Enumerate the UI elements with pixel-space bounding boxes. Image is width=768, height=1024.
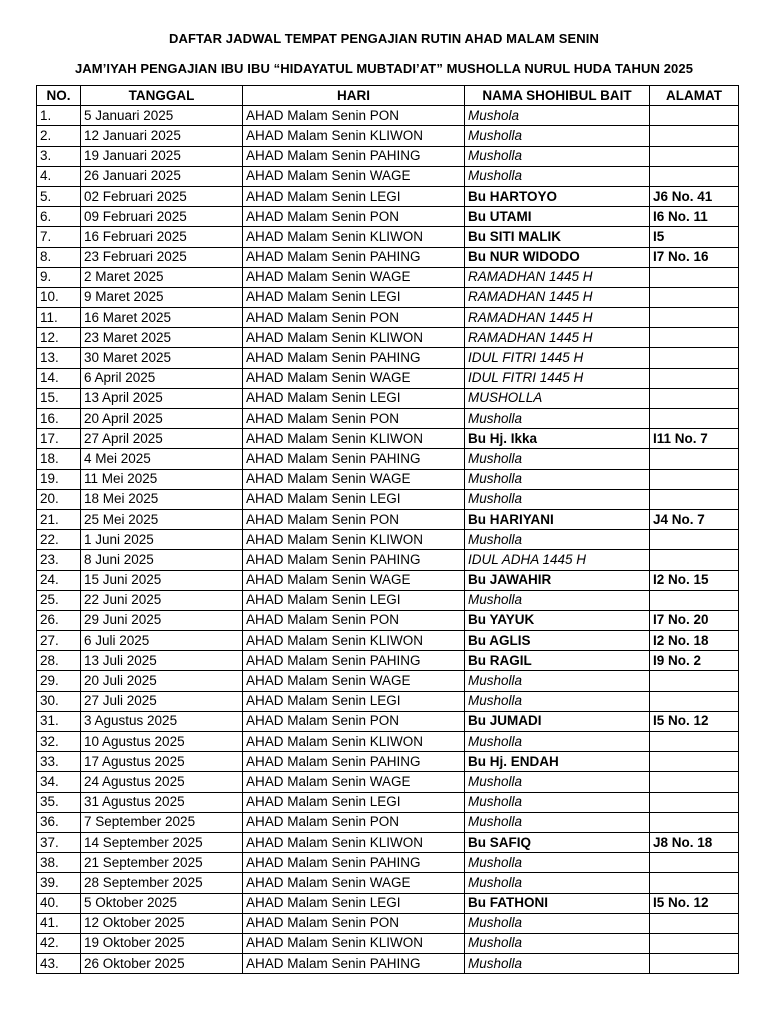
header-hari: HARI: [243, 86, 465, 106]
cell-tanggal: 22 Juni 2025: [81, 590, 243, 610]
cell-no: 11.: [37, 308, 81, 328]
cell-alamat: [650, 469, 739, 489]
cell-alamat: [650, 308, 739, 328]
table-row: [37, 550, 739, 570]
cell-nama: Bu YAYUK: [465, 610, 650, 630]
cell-no: 2.: [37, 126, 81, 146]
cell-nama: Musholla: [465, 933, 650, 953]
cell-no: 42.: [37, 933, 81, 953]
cell-tanggal: 7 September 2025: [81, 812, 243, 832]
cell-no: 13.: [37, 348, 81, 368]
table-row: [37, 832, 739, 852]
table-row: [37, 590, 739, 610]
table-row: [37, 671, 739, 691]
cell-hari: AHAD Malam Senin WAGE: [243, 368, 465, 388]
cell-tanggal: 14 September 2025: [81, 832, 243, 852]
cell-tanggal: 9 Maret 2025: [81, 287, 243, 307]
table-header-row: [37, 86, 739, 106]
cell-hari: AHAD Malam Senin KLIWON: [243, 328, 465, 348]
table-row: [37, 792, 739, 812]
table-row: [37, 530, 739, 550]
cell-nama: Bu FATHONI: [465, 893, 650, 913]
table-row: [37, 853, 739, 873]
cell-alamat: [650, 812, 739, 832]
cell-tanggal: 12 Oktober 2025: [81, 913, 243, 933]
cell-tanggal: 27 April 2025: [81, 429, 243, 449]
cell-no: 25.: [37, 590, 81, 610]
table-row: [37, 146, 739, 166]
cell-nama: Bu SAFIQ: [465, 832, 650, 852]
table-row: [37, 247, 739, 267]
cell-tanggal: 10 Agustus 2025: [81, 732, 243, 752]
header-tanggal: TANGGAL: [81, 86, 243, 106]
cell-hari: AHAD Malam Senin LEGI: [243, 792, 465, 812]
cell-nama: Musholla: [465, 954, 650, 974]
cell-alamat: I5 No. 12: [650, 893, 739, 913]
header-nama-shohibul-bait: NAMA SHOHIBUL BAIT: [465, 86, 650, 106]
cell-hari: AHAD Malam Senin LEGI: [243, 893, 465, 913]
table-row: [37, 449, 739, 469]
cell-nama: IDUL FITRI 1445 H: [465, 368, 650, 388]
cell-tanggal: 15 Juni 2025: [81, 570, 243, 590]
cell-hari: AHAD Malam Senin WAGE: [243, 671, 465, 691]
cell-tanggal: 13 Juli 2025: [81, 651, 243, 671]
table-row: [37, 186, 739, 206]
page-title: DAFTAR JADWAL TEMPAT PENGAJIAN RUTIN AHAD MALAM SENIN: [169, 31, 599, 46]
cell-nama: Bu HARTOYO: [465, 186, 650, 206]
cell-tanggal: 20 April 2025: [81, 409, 243, 429]
cell-hari: AHAD Malam Senin KLIWON: [243, 227, 465, 247]
table-row: [37, 651, 739, 671]
cell-alamat: [650, 732, 739, 752]
cell-tanggal: 31 Agustus 2025: [81, 792, 243, 812]
cell-nama: Musholla: [465, 489, 650, 509]
cell-no: 39.: [37, 873, 81, 893]
table-row: [37, 631, 739, 651]
table-row: [37, 933, 739, 953]
cell-hari: AHAD Malam Senin WAGE: [243, 772, 465, 792]
cell-nama: RAMADHAN 1445 H: [465, 308, 650, 328]
table-row: [37, 873, 739, 893]
cell-nama: IDUL FITRI 1445 H: [465, 348, 650, 368]
table-row: [37, 469, 739, 489]
table-row: [37, 287, 739, 307]
cell-nama: Musholla: [465, 732, 650, 752]
cell-tanggal: 28 September 2025: [81, 873, 243, 893]
table-row: [37, 610, 739, 630]
cell-no: 6.: [37, 207, 81, 227]
cell-alamat: [650, 348, 739, 368]
cell-alamat: [650, 772, 739, 792]
cell-tanggal: 4 Mei 2025: [81, 449, 243, 469]
cell-no: 12.: [37, 328, 81, 348]
cell-no: 1.: [37, 106, 81, 126]
cell-nama: Musholla: [465, 691, 650, 711]
table-row: [37, 308, 739, 328]
cell-alamat: [650, 530, 739, 550]
cell-no: 30.: [37, 691, 81, 711]
cell-no: 40.: [37, 893, 81, 913]
cell-hari: AHAD Malam Senin PON: [243, 812, 465, 832]
cell-no: 24.: [37, 570, 81, 590]
cell-alamat: [650, 388, 739, 408]
cell-hari: AHAD Malam Senin PAHING: [243, 853, 465, 873]
cell-nama: Musholla: [465, 812, 650, 832]
cell-nama: Musholla: [465, 772, 650, 792]
cell-nama: Musholla: [465, 853, 650, 873]
cell-no: 36.: [37, 812, 81, 832]
table-row: [37, 126, 739, 146]
cell-hari: AHAD Malam Senin LEGI: [243, 287, 465, 307]
cell-tanggal: 11 Mei 2025: [81, 469, 243, 489]
cell-hari: AHAD Malam Senin KLIWON: [243, 530, 465, 550]
schedule-table: [36, 85, 739, 974]
cell-alamat: I5 No. 12: [650, 711, 739, 731]
cell-no: 35.: [37, 792, 81, 812]
cell-hari: AHAD Malam Senin PON: [243, 308, 465, 328]
cell-alamat: [650, 126, 739, 146]
cell-nama: Musholla: [465, 449, 650, 469]
cell-hari: AHAD Malam Senin LEGI: [243, 691, 465, 711]
cell-no: 32.: [37, 732, 81, 752]
cell-alamat: J6 No. 41: [650, 186, 739, 206]
cell-nama: Musholla: [465, 873, 650, 893]
cell-tanggal: 27 Juli 2025: [81, 691, 243, 711]
cell-hari: AHAD Malam Senin KLIWON: [243, 732, 465, 752]
cell-alamat: I2 No. 15: [650, 570, 739, 590]
table-row: [37, 388, 739, 408]
cell-nama: Bu UTAMI: [465, 207, 650, 227]
table-row: [37, 711, 739, 731]
cell-alamat: [650, 691, 739, 711]
cell-alamat: [650, 873, 739, 893]
cell-hari: AHAD Malam Senin KLIWON: [243, 126, 465, 146]
cell-hari: AHAD Malam Senin LEGI: [243, 388, 465, 408]
cell-alamat: I7 No. 16: [650, 247, 739, 267]
cell-nama: MUSHOLLA: [465, 388, 650, 408]
cell-tanggal: 17 Agustus 2025: [81, 752, 243, 772]
cell-alamat: [650, 489, 739, 509]
cell-hari: AHAD Malam Senin PAHING: [243, 752, 465, 772]
table-row: [37, 772, 739, 792]
cell-no: 28.: [37, 651, 81, 671]
cell-no: 20.: [37, 489, 81, 509]
cell-alamat: I9 No. 2: [650, 651, 739, 671]
table-row: [37, 489, 739, 509]
cell-tanggal: 3 Agustus 2025: [81, 711, 243, 731]
cell-tanggal: 12 Januari 2025: [81, 126, 243, 146]
cell-nama: Musholla: [465, 146, 650, 166]
table-row: [37, 207, 739, 227]
cell-alamat: [650, 913, 739, 933]
cell-tanggal: 29 Juni 2025: [81, 610, 243, 630]
cell-tanggal: 5 Januari 2025: [81, 106, 243, 126]
cell-nama: Musholla: [465, 792, 650, 812]
cell-nama: Bu Hj. Ikka: [465, 429, 650, 449]
cell-no: 31.: [37, 711, 81, 731]
cell-alamat: [650, 449, 739, 469]
table-row: [37, 106, 739, 126]
cell-hari: AHAD Malam Senin KLIWON: [243, 933, 465, 953]
cell-no: 26.: [37, 610, 81, 630]
cell-tanggal: 5 Oktober 2025: [81, 893, 243, 913]
cell-alamat: [650, 954, 739, 974]
cell-nama: Musholla: [465, 671, 650, 691]
cell-alamat: [650, 792, 739, 812]
cell-hari: AHAD Malam Senin PAHING: [243, 449, 465, 469]
header-no: NO.: [37, 86, 81, 106]
table-row: [37, 913, 739, 933]
cell-no: 14.: [37, 368, 81, 388]
cell-tanggal: 25 Mei 2025: [81, 509, 243, 529]
cell-no: 4.: [37, 166, 81, 186]
cell-nama: Bu JUMADI: [465, 711, 650, 731]
cell-alamat: I6 No. 11: [650, 207, 739, 227]
table-row: [37, 752, 739, 772]
cell-hari: AHAD Malam Senin WAGE: [243, 166, 465, 186]
cell-no: 37.: [37, 832, 81, 852]
cell-hari: AHAD Malam Senin WAGE: [243, 873, 465, 893]
cell-nama: Musholla: [465, 913, 650, 933]
cell-hari: AHAD Malam Senin LEGI: [243, 590, 465, 610]
cell-alamat: [650, 409, 739, 429]
cell-hari: AHAD Malam Senin KLIWON: [243, 429, 465, 449]
cell-no: 16.: [37, 409, 81, 429]
cell-hari: AHAD Malam Senin KLIWON: [243, 631, 465, 651]
cell-no: 7.: [37, 227, 81, 247]
cell-tanggal: 26 Januari 2025: [81, 166, 243, 186]
table-row: [37, 732, 739, 752]
cell-alamat: [650, 853, 739, 873]
cell-nama: RAMADHAN 1445 H: [465, 267, 650, 287]
cell-tanggal: 6 April 2025: [81, 368, 243, 388]
cell-no: 41.: [37, 913, 81, 933]
cell-hari: AHAD Malam Senin LEGI: [243, 186, 465, 206]
table-row: [37, 328, 739, 348]
cell-nama: Mushola: [465, 106, 650, 126]
cell-tanggal: 23 Februari 2025: [81, 247, 243, 267]
page-subtitle: JAM’IYAH PENGAJIAN IBU IBU “HIDAYATUL MUBTADI’AT” MUSHOLLA NURUL HUDA TAHUN 2025: [74, 61, 694, 76]
cell-no: 5.: [37, 186, 81, 206]
cell-tanggal: 6 Juli 2025: [81, 631, 243, 651]
cell-alamat: I5: [650, 227, 739, 247]
cell-tanggal: 19 Oktober 2025: [81, 933, 243, 953]
cell-no: 15.: [37, 388, 81, 408]
cell-no: 43.: [37, 954, 81, 974]
cell-alamat: [650, 368, 739, 388]
cell-hari: AHAD Malam Senin PON: [243, 106, 465, 126]
cell-no: 27.: [37, 631, 81, 651]
cell-no: 9.: [37, 267, 81, 287]
cell-tanggal: 02 Februari 2025: [81, 186, 243, 206]
cell-nama: Bu Hj. ENDAH: [465, 752, 650, 772]
cell-no: 19.: [37, 469, 81, 489]
table-row: [37, 893, 739, 913]
cell-hari: AHAD Malam Senin PON: [243, 913, 465, 933]
cell-alamat: I7 No. 20: [650, 610, 739, 630]
cell-nama: Bu RAGIL: [465, 651, 650, 671]
cell-nama: Musholla: [465, 166, 650, 186]
cell-nama: Bu NUR WIDODO: [465, 247, 650, 267]
cell-tanggal: 13 April 2025: [81, 388, 243, 408]
cell-tanggal: 24 Agustus 2025: [81, 772, 243, 792]
cell-no: 10.: [37, 287, 81, 307]
cell-tanggal: 23 Maret 2025: [81, 328, 243, 348]
table-row: [37, 348, 739, 368]
cell-tanggal: 18 Mei 2025: [81, 489, 243, 509]
table-row: [37, 409, 739, 429]
cell-hari: AHAD Malam Senin PON: [243, 610, 465, 630]
cell-hari: AHAD Malam Senin WAGE: [243, 469, 465, 489]
table-row: [37, 691, 739, 711]
cell-no: 38.: [37, 853, 81, 873]
cell-nama: RAMADHAN 1445 H: [465, 328, 650, 348]
cell-alamat: I11 No. 7: [650, 429, 739, 449]
cell-nama: Musholla: [465, 590, 650, 610]
cell-tanggal: 26 Oktober 2025: [81, 954, 243, 974]
cell-nama: Musholla: [465, 126, 650, 146]
table-row: [37, 570, 739, 590]
table-row: [37, 954, 739, 974]
cell-hari: AHAD Malam Senin WAGE: [243, 570, 465, 590]
cell-hari: AHAD Malam Senin PAHING: [243, 146, 465, 166]
cell-nama: Bu AGLIS: [465, 631, 650, 651]
cell-no: 18.: [37, 449, 81, 469]
cell-alamat: [650, 550, 739, 570]
cell-tanggal: 16 Februari 2025: [81, 227, 243, 247]
cell-alamat: [650, 106, 739, 126]
cell-nama: Musholla: [465, 530, 650, 550]
cell-tanggal: 2 Maret 2025: [81, 267, 243, 287]
cell-nama: Bu JAWAHIR: [465, 570, 650, 590]
cell-no: 8.: [37, 247, 81, 267]
cell-alamat: I2 No. 18: [650, 631, 739, 651]
cell-tanggal: 21 September 2025: [81, 853, 243, 873]
cell-alamat: [650, 590, 739, 610]
cell-alamat: [650, 933, 739, 953]
table-row: [37, 429, 739, 449]
table-body: [37, 106, 739, 974]
cell-no: 33.: [37, 752, 81, 772]
cell-nama: Bu HARIYANI: [465, 509, 650, 529]
cell-hari: AHAD Malam Senin PAHING: [243, 651, 465, 671]
cell-hari: AHAD Malam Senin PAHING: [243, 247, 465, 267]
cell-alamat: [650, 328, 739, 348]
cell-hari: AHAD Malam Senin KLIWON: [243, 832, 465, 852]
cell-alamat: [650, 671, 739, 691]
table-row: [37, 509, 739, 529]
cell-hari: AHAD Malam Senin PON: [243, 409, 465, 429]
cell-tanggal: 09 Februari 2025: [81, 207, 243, 227]
cell-nama: RAMADHAN 1445 H: [465, 287, 650, 307]
cell-alamat: [650, 267, 739, 287]
table-row: [37, 267, 739, 287]
cell-hari: AHAD Malam Senin LEGI: [243, 489, 465, 509]
cell-tanggal: 19 Januari 2025: [81, 146, 243, 166]
table-row: [37, 812, 739, 832]
cell-nama: Bu SITI MALIK: [465, 227, 650, 247]
cell-hari: AHAD Malam Senin PON: [243, 207, 465, 227]
cell-alamat: [650, 166, 739, 186]
cell-no: 22.: [37, 530, 81, 550]
cell-alamat: J8 No. 18: [650, 832, 739, 852]
cell-no: 23.: [37, 550, 81, 570]
cell-no: 17.: [37, 429, 81, 449]
cell-nama: IDUL ADHA 1445 H: [465, 550, 650, 570]
header-alamat: ALAMAT: [650, 86, 739, 106]
cell-tanggal: 20 Juli 2025: [81, 671, 243, 691]
cell-alamat: [650, 752, 739, 772]
cell-alamat: [650, 287, 739, 307]
cell-hari: AHAD Malam Senin PAHING: [243, 954, 465, 974]
table-row: [37, 227, 739, 247]
cell-no: 34.: [37, 772, 81, 792]
cell-hari: AHAD Malam Senin PAHING: [243, 348, 465, 368]
cell-hari: AHAD Malam Senin WAGE: [243, 267, 465, 287]
cell-alamat: [650, 146, 739, 166]
cell-hari: AHAD Malam Senin PON: [243, 711, 465, 731]
cell-nama: Musholla: [465, 409, 650, 429]
table-row: [37, 166, 739, 186]
cell-tanggal: 30 Maret 2025: [81, 348, 243, 368]
cell-no: 29.: [37, 671, 81, 691]
cell-nama: Musholla: [465, 469, 650, 489]
cell-no: 21.: [37, 509, 81, 529]
cell-tanggal: 8 Juni 2025: [81, 550, 243, 570]
cell-hari: AHAD Malam Senin PAHING: [243, 550, 465, 570]
table-row: [37, 368, 739, 388]
cell-tanggal: 1 Juni 2025: [81, 530, 243, 550]
cell-alamat: J4 No. 7: [650, 509, 739, 529]
cell-tanggal: 16 Maret 2025: [81, 308, 243, 328]
cell-hari: AHAD Malam Senin PON: [243, 509, 465, 529]
cell-no: 3.: [37, 146, 81, 166]
